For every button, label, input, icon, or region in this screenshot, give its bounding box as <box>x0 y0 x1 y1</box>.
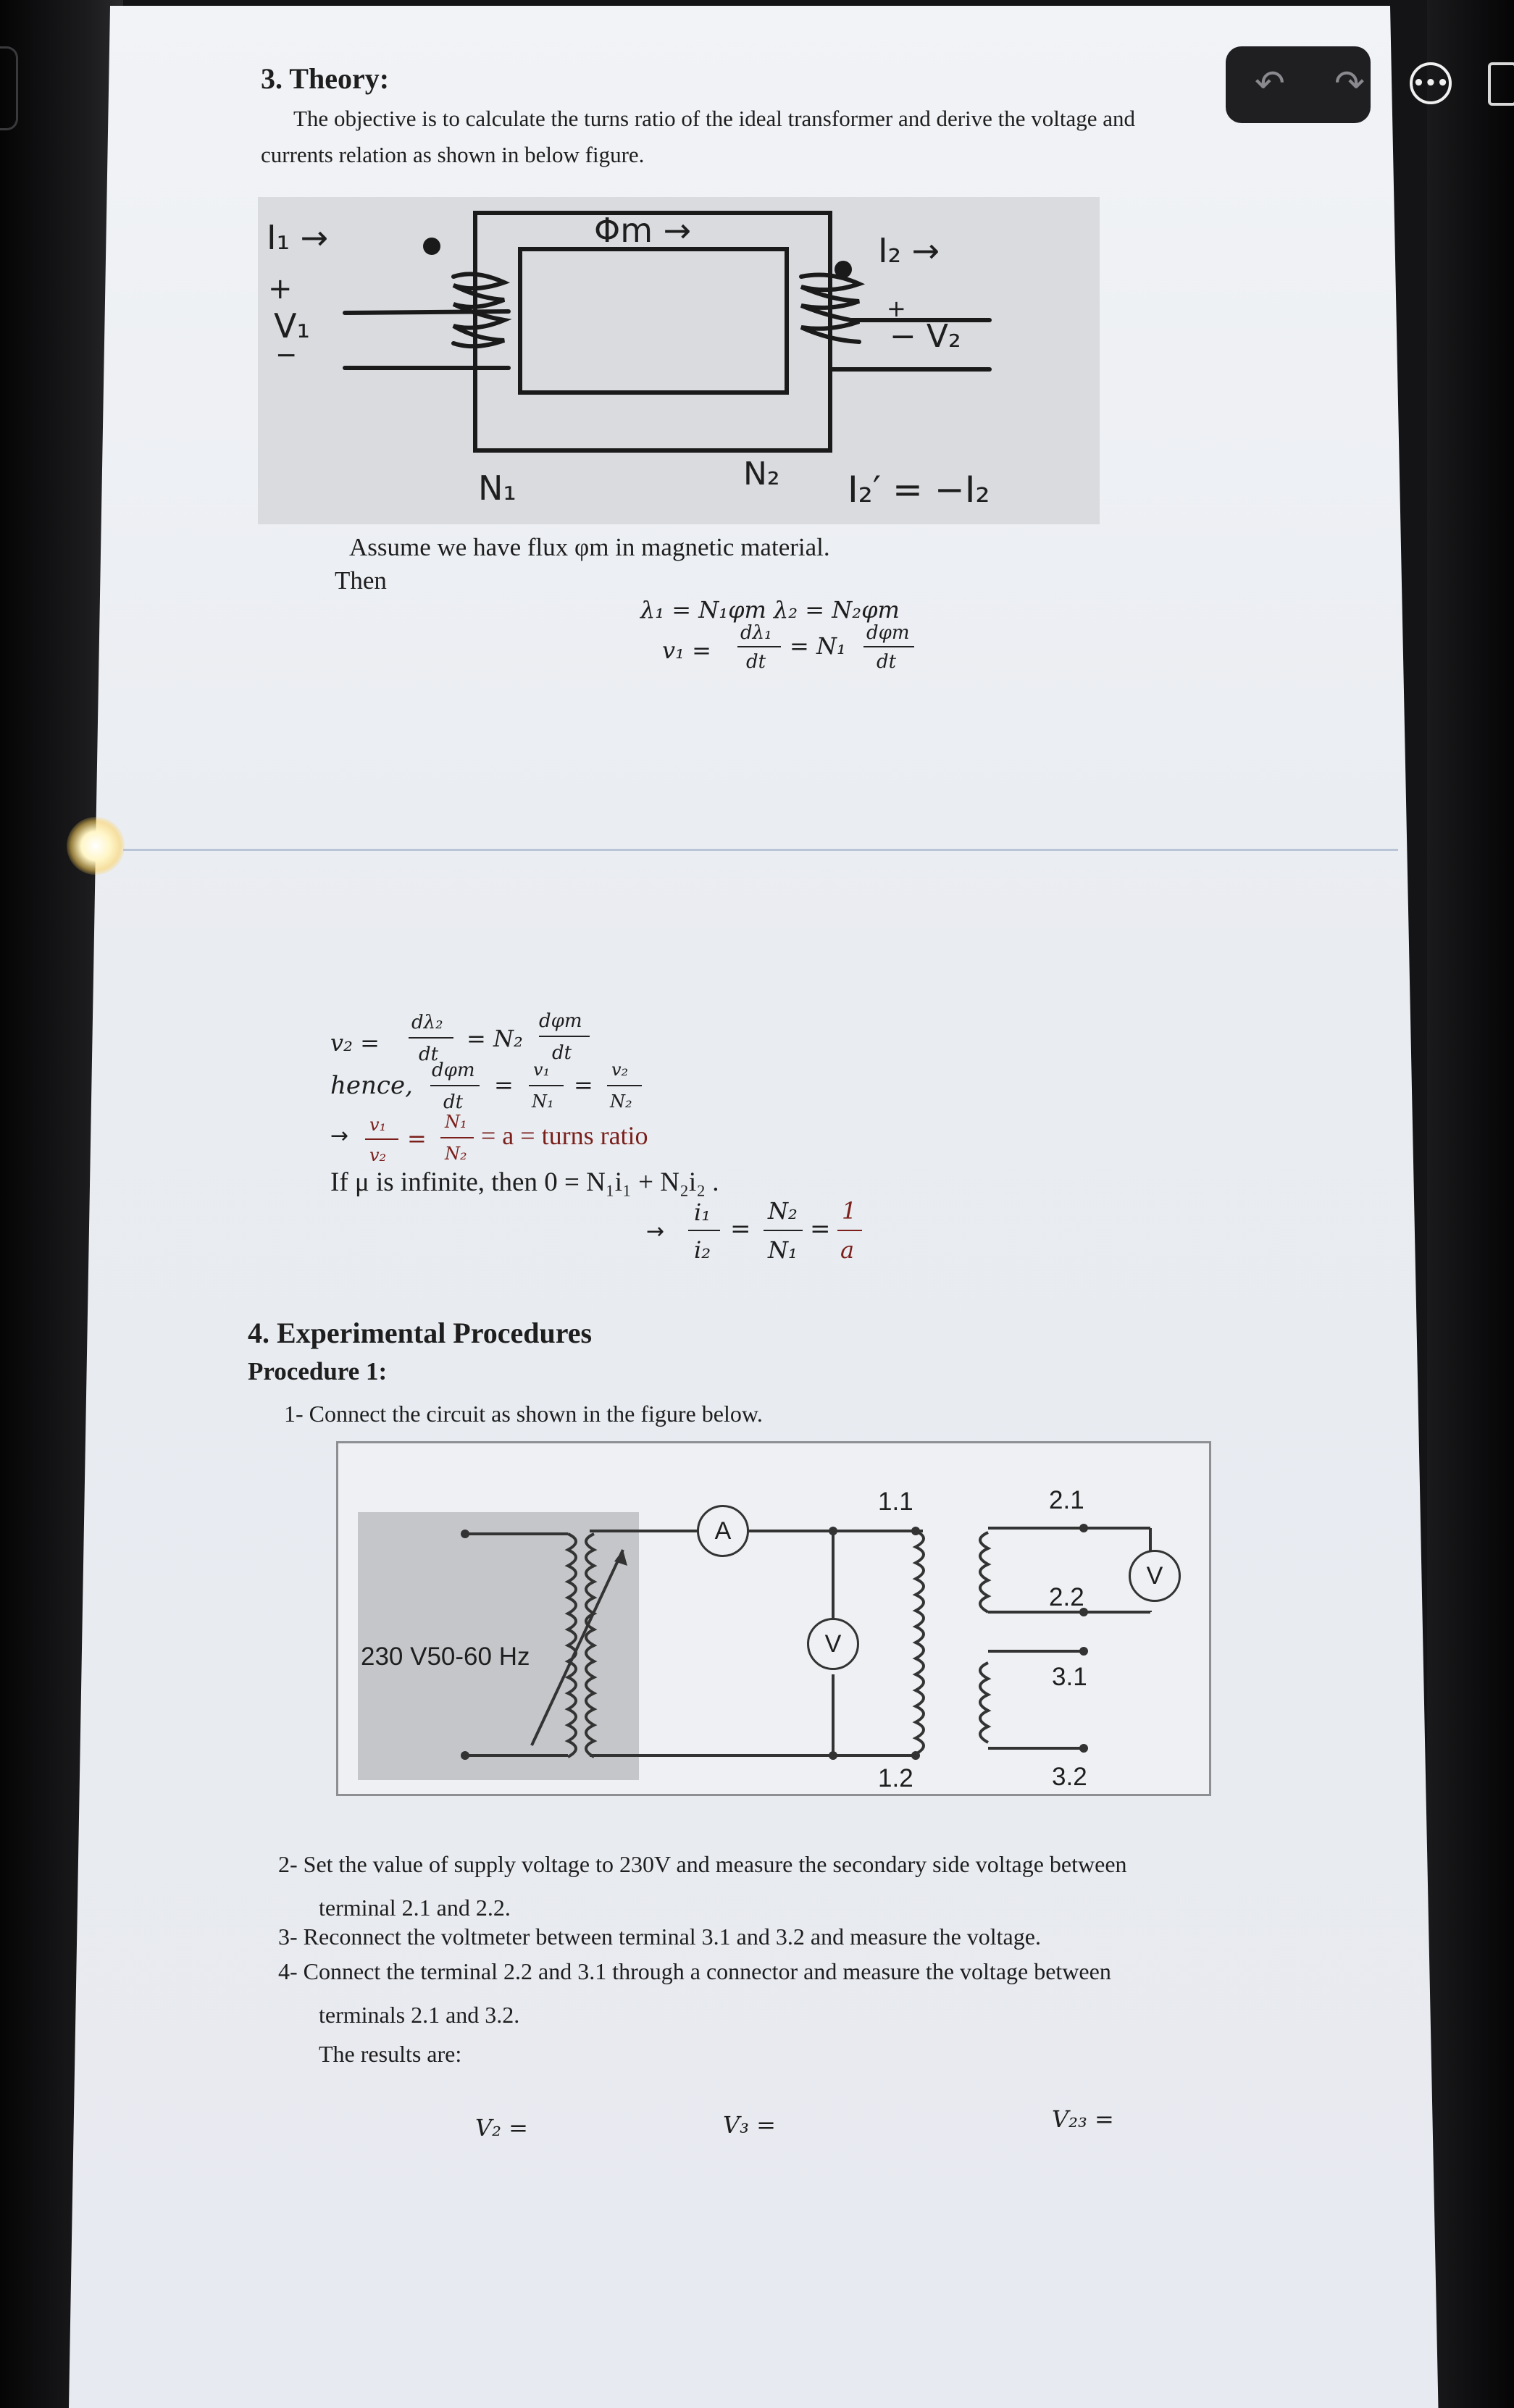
section-heading-procedures: 4. Experimental Procedures <box>248 1317 593 1349</box>
ratio-den2: N₂ <box>445 1144 467 1164</box>
step-1: 1- Connect the circuit as shown in the figure below. <box>284 1401 763 1427</box>
equation-v1-num2: dφm <box>866 622 910 644</box>
fraction-bar <box>737 646 781 647</box>
fraction-bar <box>440 1137 474 1138</box>
terminal-2-1: 2.1 <box>1049 1486 1084 1514</box>
equation-v1-mid: = N₁ <box>790 632 846 660</box>
fraction-bar <box>409 1037 453 1039</box>
sketch-i1-label: I₁ → <box>267 218 329 257</box>
equation-v2-lhs: v₂ = <box>330 1029 380 1057</box>
ammeter-symbol <box>697 1505 749 1557</box>
fraction-bar <box>764 1230 803 1231</box>
current-eq2: = <box>810 1215 831 1243</box>
then-text: Then <box>335 566 387 595</box>
sketch-i2prime-label: I₂′ = −I₂ <box>848 469 990 511</box>
sketch-minus-left: − <box>275 340 298 370</box>
sketch-plus-left: + <box>268 272 293 306</box>
equation-lambda: λ₁ = N₁φm λ₂ = N₂φm <box>640 596 900 624</box>
fraction-bar <box>529 1085 564 1086</box>
hence-eq2: = <box>574 1071 593 1099</box>
fraction-bar <box>365 1138 398 1140</box>
voltmeter-secondary-label: V <box>1146 1562 1163 1590</box>
equation-v2-num2: dφm <box>539 1010 582 1032</box>
mu-infinite-text: If μ is infinite, then 0 = N₁i₁ + N₂i₂ . <box>330 1167 719 1197</box>
hence-num3: v₂ <box>611 1060 629 1080</box>
step-2-line1: 2- Set the value of supply voltage to 230V and measure the secondary side voltage between <box>278 1851 1127 1877</box>
hence-text: hence, <box>330 1071 413 1100</box>
current-den1: i₂ <box>694 1236 711 1264</box>
fraction-bar <box>539 1036 590 1037</box>
section-heading-theory: 3. Theory: <box>261 62 390 95</box>
sketch-v2-label: − V₂ <box>890 318 961 355</box>
ratio-eq: = <box>407 1125 427 1152</box>
equation-v1-den1: dt <box>746 651 766 673</box>
hence-den1: dt <box>443 1091 464 1113</box>
hence-num1: dφm <box>432 1060 475 1081</box>
fraction-bar <box>607 1085 642 1086</box>
hence-den2: N₁ <box>532 1091 554 1112</box>
result-v23-field[interactable]: V₂₃ = <box>1052 2105 1114 2133</box>
voltmeter-primary-symbol <box>807 1618 859 1670</box>
assume-text: Assume we have flux φm in magnetic material. <box>349 533 830 561</box>
terminal-1-2: 1.2 <box>878 1764 913 1792</box>
voltmeter-primary-label: V <box>824 1630 842 1658</box>
result-v2-field[interactable]: V₂ = <box>475 2114 528 2141</box>
result-v3-field[interactable]: V₃ = <box>723 2111 776 2139</box>
current-den3: a <box>840 1236 855 1264</box>
terminal-1-1: 1.1 <box>878 1488 913 1516</box>
intro-text-line2: currents relation as shown in below figure. <box>261 142 645 167</box>
fraction-bar <box>430 1085 480 1086</box>
current-num1: i₁ <box>694 1199 711 1226</box>
terminal-3-2: 3.2 <box>1052 1763 1087 1791</box>
more-options-button[interactable] <box>1410 62 1452 104</box>
background-right <box>1427 0 1514 2408</box>
current-den2: N₁ <box>768 1236 798 1264</box>
pages-icon[interactable] <box>1488 62 1514 106</box>
current-arrow: → <box>646 1219 665 1244</box>
ratio-num1: v₁ <box>369 1115 387 1135</box>
ratio-num2: N₁ <box>445 1112 467 1132</box>
redo-icon[interactable]: ↷ <box>1334 62 1365 104</box>
sketch-phi-label: Φm → <box>594 211 692 250</box>
equation-v2-mid: = N₂ <box>467 1025 523 1052</box>
equation-v2-den1: dt <box>419 1044 439 1065</box>
results-text: The results are: <box>319 2041 462 2067</box>
fraction-bar <box>688 1230 720 1231</box>
sketch-v1-label: V₁ <box>274 306 310 345</box>
voltmeter-secondary-symbol <box>1129 1550 1181 1602</box>
side-panel-handle[interactable] <box>0 46 18 130</box>
step-4-line2: terminals 2.1 and 3.2. <box>319 2002 520 2028</box>
fraction-bar <box>863 646 914 647</box>
equation-v2-den2: dt <box>552 1042 572 1064</box>
current-num3: 1 <box>842 1197 857 1225</box>
current-eq1: = <box>730 1215 751 1243</box>
sketch-i2-label: I₂ → <box>878 231 940 270</box>
hence-eq1: = <box>494 1071 514 1099</box>
ratio-den1: v₂ <box>369 1145 387 1165</box>
equation-v1-lhs: v₁ = <box>662 637 711 664</box>
ratio-arrow: → <box>330 1123 349 1149</box>
step-2-line2: terminal 2.1 and 2.2. <box>319 1895 511 1921</box>
light-glare <box>67 817 125 875</box>
turns-ratio-text: = a = turns ratio <box>481 1121 648 1150</box>
step-3: 3- Reconnect the voltmeter between terminal 3.1 and 3.2 and measure the voltage. <box>278 1924 1041 1950</box>
intro-text-line1: The objective is to calculate the turns ratio of the ideal transformer and derive the voltage and <box>293 106 1136 131</box>
ammeter-label: A <box>714 1517 732 1545</box>
supply-label: 230 V50-60 Hz <box>361 1643 530 1671</box>
terminal-2-2: 2.2 <box>1049 1583 1084 1611</box>
sketch-n1-label: N₁ <box>478 469 516 508</box>
more-icon: ••• <box>1413 72 1449 94</box>
undo-icon[interactable]: ↶ <box>1255 62 1285 104</box>
equation-v1-den2: dt <box>877 651 897 673</box>
fraction-bar <box>837 1230 862 1231</box>
sketch-plus-right: + <box>887 295 906 322</box>
sketch-n2-label: N₂ <box>743 456 780 492</box>
page-break-line <box>123 849 1398 851</box>
procedure-heading: Procedure 1: <box>248 1357 388 1385</box>
hence-den3: N₂ <box>610 1091 632 1112</box>
terminal-3-1: 3.1 <box>1052 1663 1087 1691</box>
equation-v1-num1: dλ₁ <box>740 622 772 644</box>
current-num2: N₂ <box>768 1197 798 1225</box>
hence-num2: v₁ <box>533 1060 551 1080</box>
step-4-line1: 4- Connect the terminal 2.2 and 3.1 through a connector and measure the voltage between <box>278 1958 1111 1984</box>
equation-v2-num1: dλ₂ <box>411 1012 443 1033</box>
